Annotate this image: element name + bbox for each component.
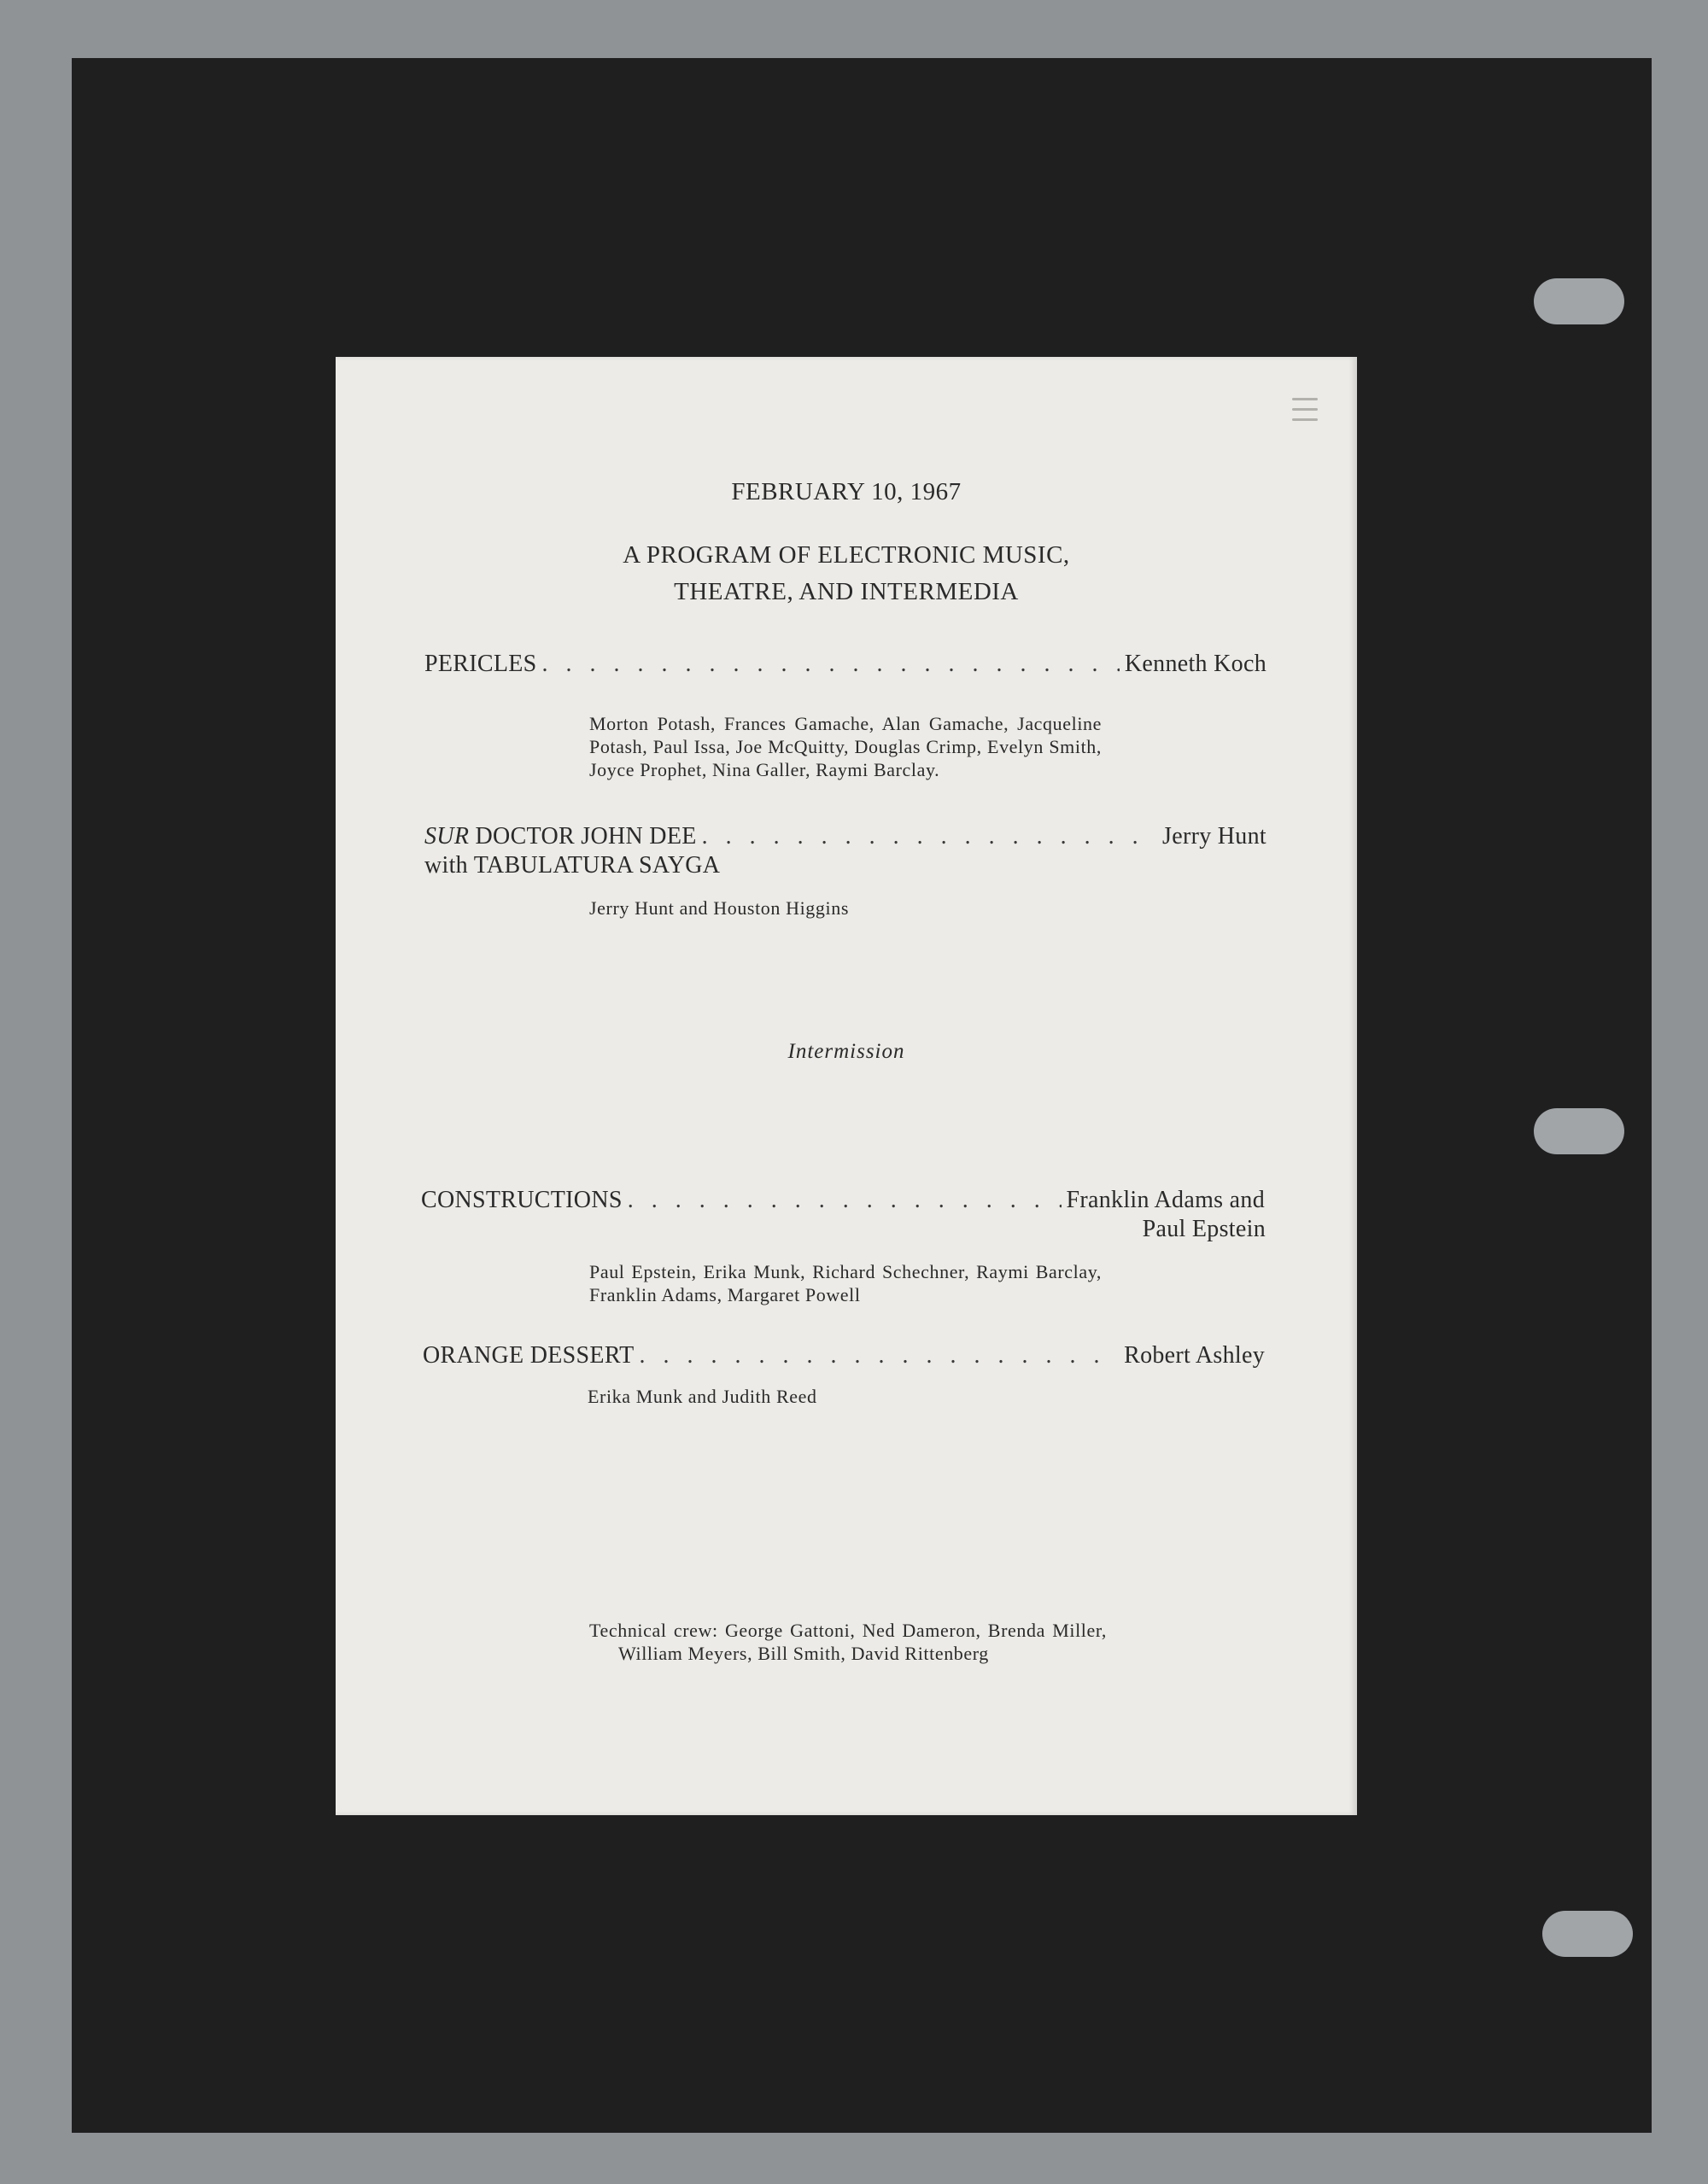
work-subtitle: with TABULATURA SAYGA <box>424 852 721 879</box>
work-title <box>424 823 697 850</box>
dot-leader <box>542 651 1120 678</box>
cast-list: Morton Potash, Frances Gamache, Alan Gamache, Jacqueline Potash, Paul Issa, Joe McQuitty, Douglas Crimp, Evelyn Smith, Joyce Prophet, Nina Galler, Raymi Barclay. <box>589 713 1102 780</box>
binder-hole-bottom <box>1542 1911 1633 1957</box>
program-item-pericles <box>424 651 1266 681</box>
cast-list: Jerry Hunt and Houston Higgins <box>589 897 849 919</box>
program-heading-line-1: A PROGRAM OF ELECTRONIC MUSIC, <box>623 541 1070 569</box>
author-credit: Jerry Hunt <box>1162 823 1266 850</box>
program-page <box>336 357 1357 1815</box>
cast-list: Erika Munk and Judith Reed <box>588 1386 817 1407</box>
technical-crew: Technical crew: George Gattoni, Ned Dameron, Brenda Miller, William Meyers, Bill Smith, David Rittenberg <box>589 1620 1107 1664</box>
dot-leader <box>702 823 1157 850</box>
work-title: ORANGE DESSERT <box>423 1342 635 1369</box>
intermission-label: Intermission <box>787 1040 905 1063</box>
binder-hole-top <box>1534 278 1624 324</box>
work-title-italic: SUR <box>424 823 470 850</box>
work-title-main: DOCTOR JOHN DEE <box>469 823 697 850</box>
author-credit-line-2: Paul Epstein <box>1142 1216 1266 1242</box>
cast-list: Paul Epstein, Erika Munk, Richard Schechner, Raymi Barclay, Franklin Adams, Margaret Powell <box>589 1261 1102 1305</box>
author-credit: Franklin Adams and <box>1066 1187 1265 1213</box>
author-credit: Robert Ashley <box>1124 1342 1265 1369</box>
program-item-constructions <box>421 1187 1265 1218</box>
pencil-mark <box>1292 398 1323 432</box>
program-date: FEBRUARY 10, 1967 <box>731 478 962 505</box>
author-credit: Kenneth Koch <box>1124 651 1266 677</box>
binder-hole-middle <box>1534 1108 1624 1154</box>
program-heading-line-2: THEATRE, AND INTERMEDIA <box>674 578 1019 605</box>
dot-leader <box>640 1342 1120 1369</box>
dot-leader <box>628 1187 1062 1214</box>
work-title: PERICLES <box>424 651 537 677</box>
program-item-doctor-john-dee <box>424 823 1266 854</box>
program-item-orange-dessert <box>423 1342 1265 1373</box>
work-title: CONSTRUCTIONS <box>421 1187 623 1213</box>
